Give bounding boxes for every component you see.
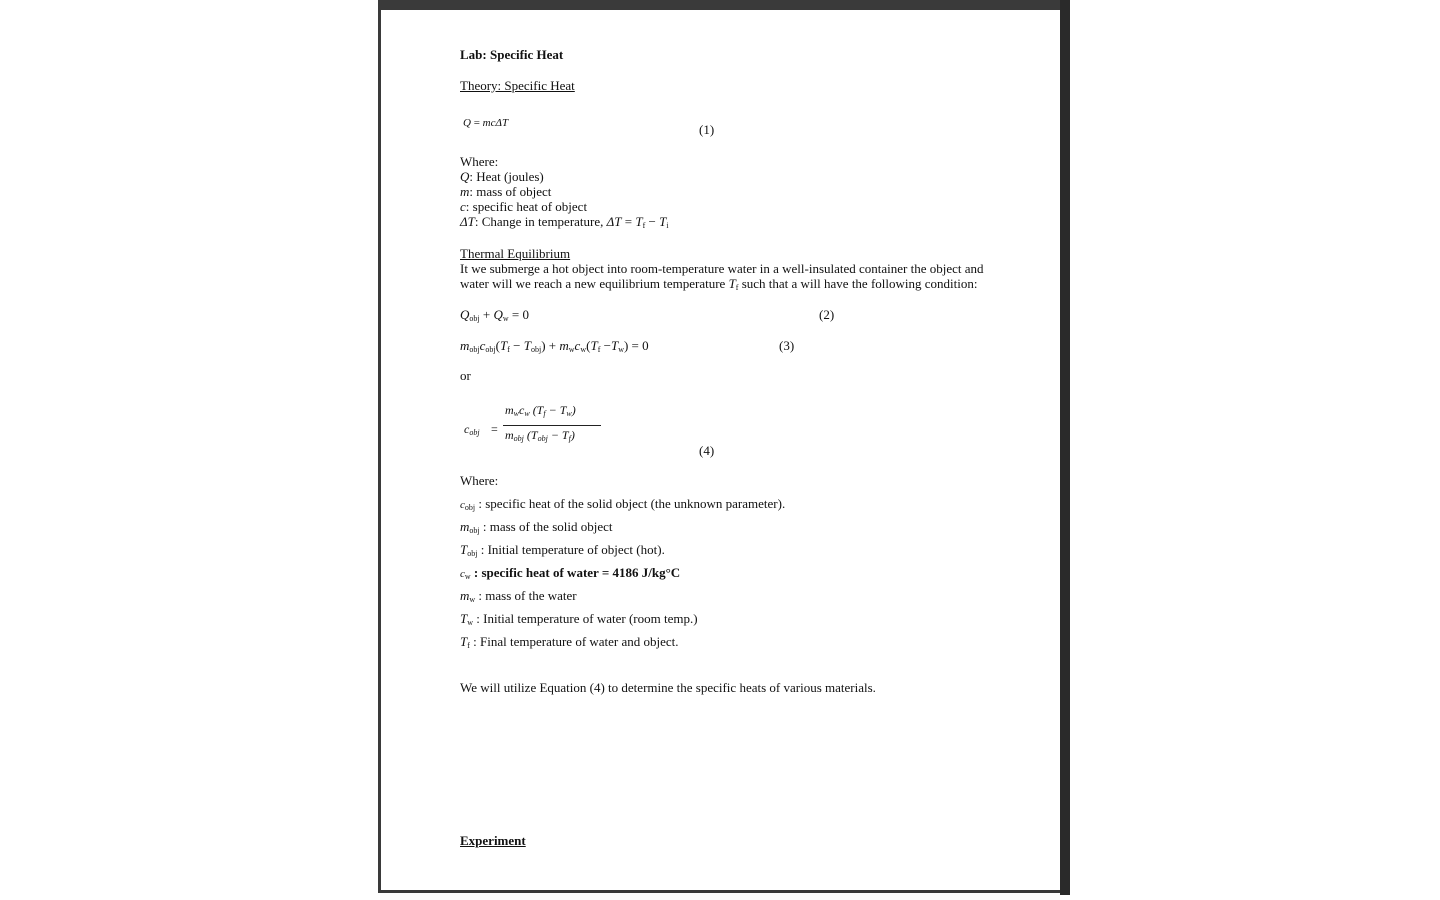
equation-1-number: (1) bbox=[699, 122, 715, 137]
equation-4-number: (4) bbox=[699, 443, 715, 458]
equation-1: Q = mcΔT bbox=[463, 117, 509, 129]
or-text: or bbox=[460, 368, 471, 383]
equation-4-numerator: $m_wc_w$ $(T_f - T_w)$ bbox=[505, 403, 576, 418]
definition-q: Q: Heat (joules) bbox=[460, 169, 544, 184]
variable-m-obj: $m_{obj}$ : mass of the solid object bbox=[460, 519, 613, 535]
utilize-sentence: We will utilize Equation (4) to determine the specific heats of various materials. bbox=[460, 680, 876, 695]
equation-3-number: (3) bbox=[779, 338, 795, 353]
equation-4-equals: = bbox=[491, 422, 498, 436]
definition-m: m: mass of object bbox=[460, 184, 552, 199]
equation-4-lhs: $c_{obj}$ bbox=[464, 422, 480, 437]
equation-3: $m_{obj}c_{obj}(T_f - T_{obj}) + m_wc_w(T_f -T_w) = 0$ bbox=[460, 338, 649, 354]
equation-2: $Q_{obj} + Q_w = 0$ bbox=[460, 307, 529, 323]
definition-c: c: specific heat of object bbox=[460, 199, 588, 214]
variable-t-f: $T_f$ : Final temperature of water and object. bbox=[460, 634, 679, 650]
equation-4-denominator: $m_{obj}$ $(T_{obj} - T_f)$ bbox=[505, 428, 575, 443]
fraction-bar bbox=[503, 425, 601, 426]
variable-t-obj: $T_{obj}$ : Initial temperature of object (hot). bbox=[460, 542, 665, 558]
thermal-equilibrium-heading: Thermal Equilibrium bbox=[460, 246, 571, 261]
thermal-paragraph-line-2: water will we reach a new equilibrium temperature $T_f$ such that a will have the following condition: bbox=[460, 276, 978, 292]
variable-t-w: $T_w$ : Initial temperature of water (room temp.) bbox=[460, 611, 698, 627]
viewer-frame-edge bbox=[1060, 0, 1070, 895]
experiment-heading: Experiment bbox=[460, 833, 526, 848]
document-page bbox=[381, 10, 1060, 890]
where-label-1: Where: bbox=[460, 154, 499, 169]
variable-m-w: $m_w$ : mass of the water bbox=[460, 588, 577, 604]
variable-c-obj: $c_{obj}$ : specific heat of the solid object (the unknown parameter). bbox=[460, 496, 786, 512]
equation-2-number: (2) bbox=[819, 307, 835, 322]
theory-heading: Theory: Specific Heat bbox=[460, 78, 575, 93]
definition-delta-t: ΔT: Change in temperature, $\Delta T = T_f - T_i$ bbox=[460, 214, 669, 230]
doc-title: Lab: Specific Heat bbox=[460, 47, 564, 62]
variable-c-w: $c_w$ : specific heat of water = 4186 J/kg°C bbox=[460, 565, 681, 581]
thermal-paragraph-line-1: It we submerge a hot object into room-temperature water in a well-insulated container the object and bbox=[460, 261, 984, 276]
equation-4 bbox=[461, 403, 661, 453]
where-label-2: Where: bbox=[460, 473, 499, 488]
